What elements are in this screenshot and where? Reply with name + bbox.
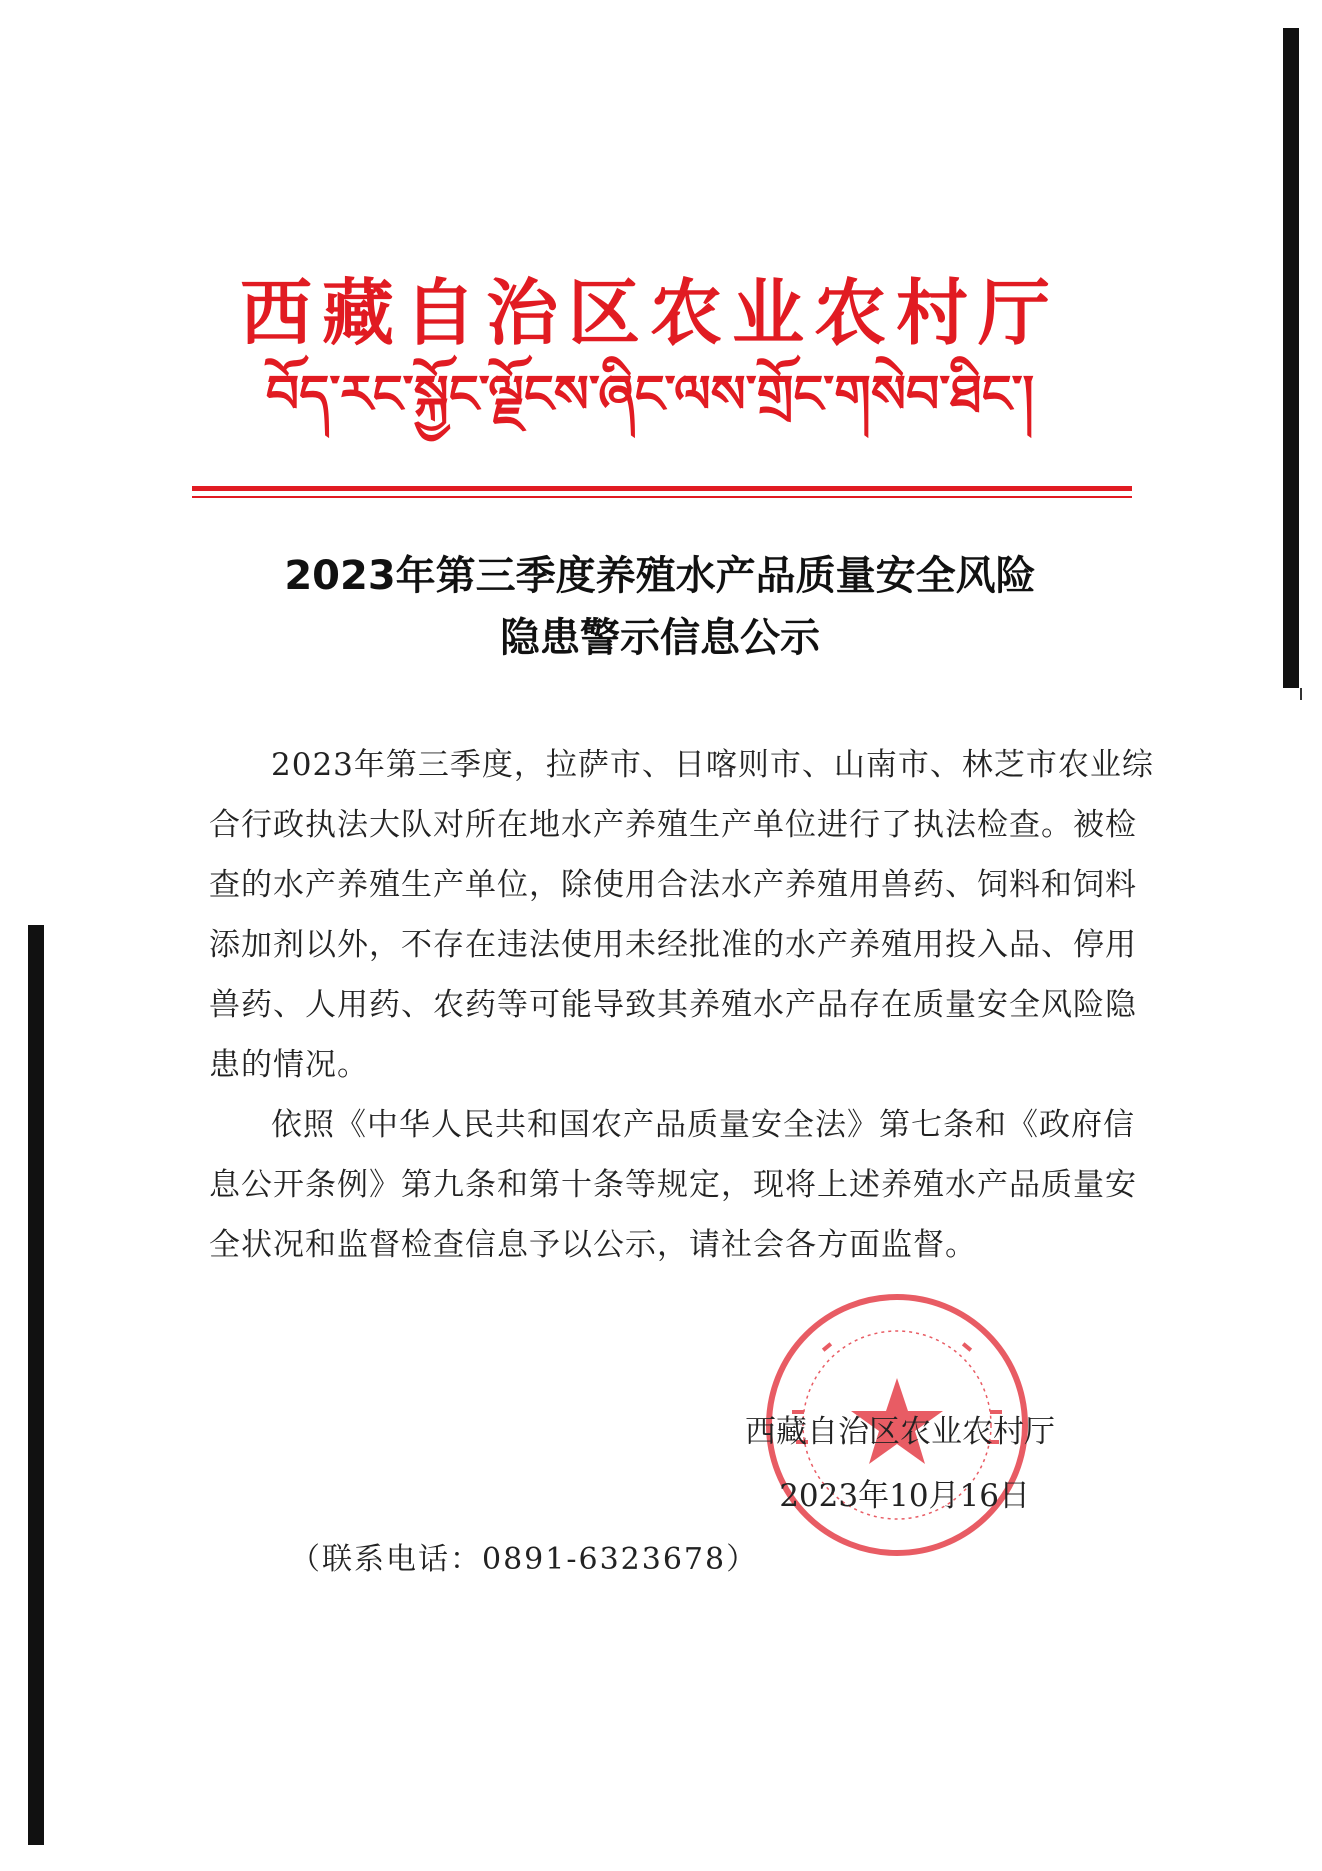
letterhead-org-tibetan: བོད་རང་སྐྱོང་ལྗོངས་ཞིང་ལས་གྲོང་གསེབ་ཐིང་། [265, 364, 1035, 425]
body-paragraph-2: 依照《中华人民共和国农产品质量安全法》第七条和《政府信息公开条例》第九条和第十条等规定，现将上述养殖水产品质量安全状况和监督检查信息予以公示，请社会各方面监督。 [209, 1107, 1137, 1263]
title-line-1: 2023年第三季度养殖水产品质量安全风险 [284, 553, 1036, 599]
document-body [209, 735, 1159, 1275]
title-line-2: 隐患警示信息公示 [500, 615, 820, 661]
signature-org: 西藏自治区农业农村厅 [745, 1414, 1055, 1450]
scan-edge-tick [1300, 688, 1302, 700]
signature-date: 2023年10月16日 [779, 1478, 1030, 1514]
document-title [180, 545, 1140, 669]
letterhead-rule-thin [192, 496, 1132, 498]
scan-edge-left [28, 925, 44, 1845]
scan-edge-right [1283, 28, 1299, 688]
letterhead-org-chinese: 西藏自治区农业农村厅 [239, 270, 1060, 355]
body-paragraph-1: 2023年第三季度，拉萨市、日喀则市、山南市、林芝市农业综合行政执法大队对所在地水产养殖生产单位进行了执法检查。被检查的水产养殖生产单位，除使用合法水产养殖用兽药、饲料和饲料添加剂以外，不存在违法使用未经批准的水产养殖用投入品、停用兽药、人用药、农药等可能导致其养殖水产品存在质量安全风险隐患的情况。 [209, 747, 1154, 1083]
signature-block [560, 1400, 1080, 1528]
letterhead-rule-thick [192, 486, 1132, 491]
contact-phone: （联系电话：0891-6323678） [290, 1542, 759, 1577]
